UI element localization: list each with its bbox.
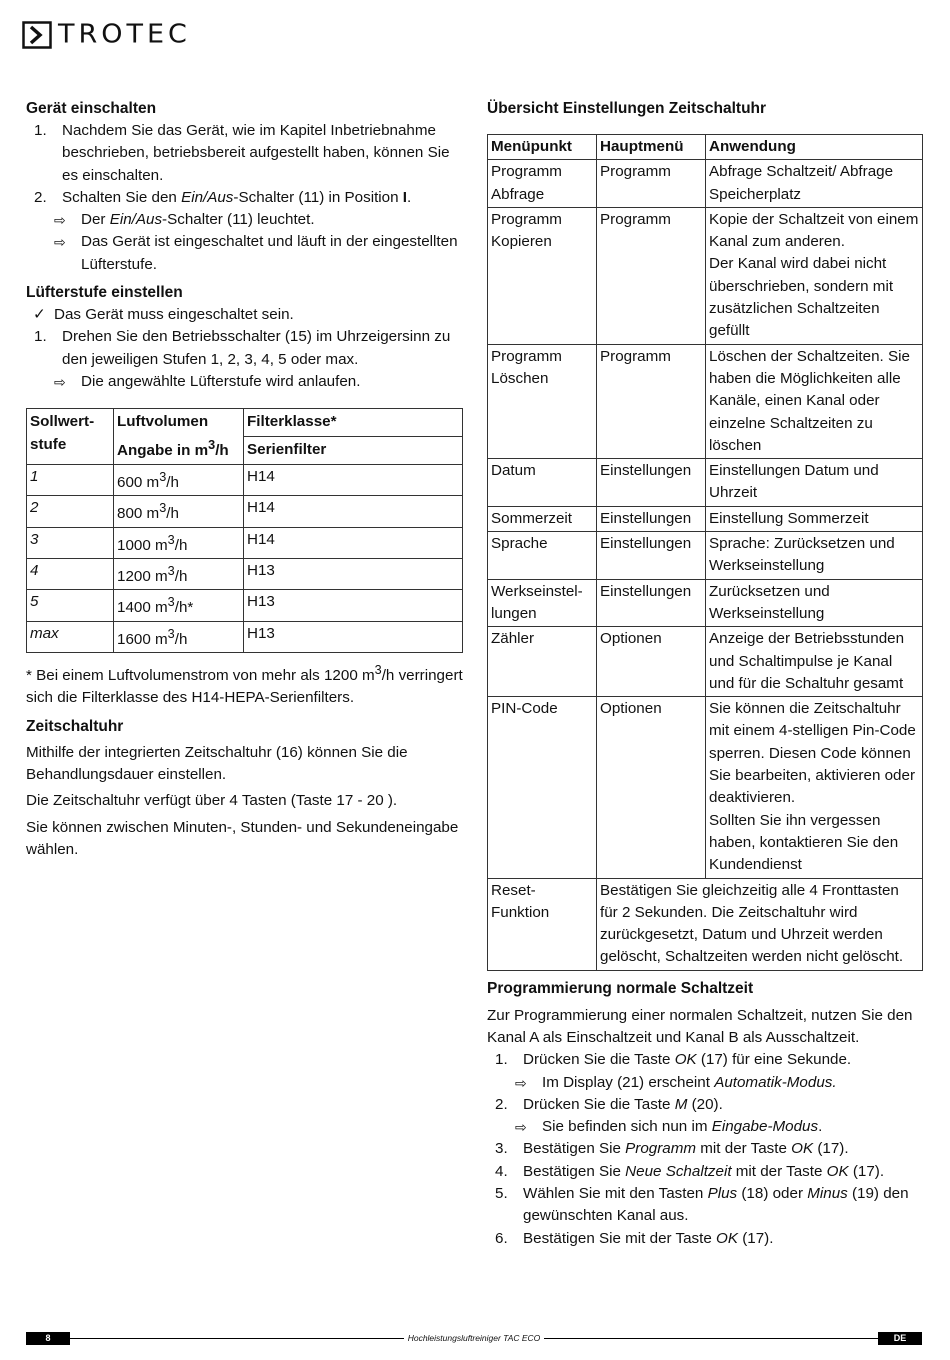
result-item: ⇨ Sie befinden sich nun im Eingabe-Modus. [487,1116,923,1138]
table-row: Sommerzeit Einstellungen Einstellung Sommerzeit [488,506,923,531]
section-title-programmierung: Programmierung normale Schaltzeit [487,979,754,997]
left-column [26,98,464,861]
list-item: 4. Bestätigen Sie Neue Schaltzeit mit der Taste OK (17). [495,1162,885,1180]
section-title-uebersicht: Übersicht Einstellungen Zeitschaltuhr [487,100,767,117]
arrow-icon: ⇨ [54,373,66,390]
logo-chevron-icon [22,21,52,49]
brand-logo [22,20,191,50]
timer-settings-table [487,134,923,971]
list-item: 5. Wählen Sie mit den Tasten Plus (18) oder Minus (19) den gewünschten Kanal aus. [495,1185,909,1225]
table-row: Programm Kopieren Programm Kopie der Schaltzeit von einem Kanal zum anderen. Der Kanal wird dabei nicht überschrieben, sondern mit zusätzlichen Schaltzeiten gefüllt [488,207,923,344]
result-item: ⇨ Der Ein/Aus-Schalter (11) leuchtet. [26,209,464,231]
footer-title: Hochleistungsluftreiniger TAC ECO [26,1332,922,1345]
programming-steps-list [487,1049,923,1250]
table-row: Programm Löschen Programm Löschen der Schaltzeiten. Sie haben die Möglichkeiten alle Kanäle, einen Kanal oder einzelne Schaltzeiten zu löschen [488,344,923,458]
page-number: 8 [26,1332,70,1345]
table-header: Menüpunkt [488,135,597,160]
table-row: Programm Abfrage Programm Abfrage Schaltzeit/ Abfrage Speicherplatz [488,160,923,208]
table-header: Luftvolumen Angabe in $m^3/h$ [114,409,244,465]
table-header: Sollwert-stufe [27,409,114,465]
table-row: 3 1000 $m^3/h$ H14 [27,527,463,558]
result-item: ⇨ Die angewählte Lüfterstufe wird anlaufen. [26,371,464,393]
table-row: 4 1200 $m^3/h$ H13 [27,559,463,590]
arrow-icon: ⇨ [54,212,66,229]
result-item: ⇨ Im Display (21) erscheint Automatik-Modus. [487,1072,923,1094]
result-item: ⇨ Das Gerät ist eingeschaltet und läuft in der eingestellten Lüfterstufe. [54,233,458,273]
table-header: Filterklasse* [244,409,463,437]
section-title-luefterstufe: Lüfterstufe einstellen [26,284,183,302]
list-item: 1. Drehen Sie den Betriebsschalter (15) im Uhrzeigersinn zu den jeweiligen Stufen 1, 2, 3, 4, 5 oder max. [34,328,451,368]
prerequisite-item: ✓ Das Gerät muss eingeschaltet sein. [26,304,464,326]
fan-level-table [26,408,463,653]
table-row: max 1600 $m^3/h$ H13 [27,621,463,652]
table-row: Sprache Einstellungen Sprache: Zurücksetzen und Werkseinstellung [488,532,923,580]
table-row: Zähler Optionen Anzeige der Betriebsstunden und Schaltimpulse je Kanal und für die Schaltuhr gesamt [488,627,923,697]
logo-text: TROTEC [58,19,191,50]
paragraph: Mithilfe der integrierten Zeitschaltuhr (16) können Sie die Behandlungsdauer einstellen. [26,743,408,784]
table-row: PIN-Code Optionen Sie können die Zeitschaltuhr mit einem 4-stelligen Pin-Code sperren. Diesen Code können Sie bearbeiten, aktivieren oder deaktivieren. Sollten Sie ihn vergessen haben, kontaktieren Sie den Kundendienst [488,697,923,878]
section-title-zeitschaltuhr: Zeitschaltuhr [26,717,124,735]
list-item: 1. Nachdem Sie das Gerät, wie im Kapitel Inbetriebnahme beschrieben, betriebsbereit aufgestellt haben, können Sie es einschalten. [34,122,450,184]
table-row: Datum Einstellungen Einstellungen Datum und Uhrzeit [488,459,923,507]
page-footer [26,1332,922,1345]
list-item: 3. Bestätigen Sie Programm mit der Taste OK (17). [495,1140,849,1158]
list-item: 6. Bestätigen Sie mit der Taste OK (17). [495,1229,774,1247]
table-header: Anwendung [706,135,923,160]
arrow-icon: ⇨ [515,1119,527,1136]
paragraph: Sie können zwischen Minuten-, Stunden- und Sekundeneingabe wählen. [26,818,459,858]
table-row: 5 1400 $m^3/h*$ H13 [27,590,463,621]
table-header: Hauptmenü [597,135,706,160]
arrow-icon: ⇨ [515,1074,527,1091]
language-badge: DE [878,1332,922,1345]
section-title-geraet-einschalten: Gerät einschalten [26,100,157,117]
table-row: 2 800 $m^3/h$ H14 [27,496,463,527]
right-column [487,98,923,1250]
list-item: 2. Schalten Sie den Ein/Aus-Schalter (11) in Position I. [34,188,412,206]
paragraph: Die Zeitschaltuhr verfügt über 4 Tasten (Taste 17 - 20 ). [26,792,398,810]
table-footnote: * Bei einem Luftvolumenstrom von mehr als 1200 $m^3/h$ verringert sich die Filterklasse des H14-HEPA-Serienfilters. [26,663,463,707]
list-item: 1. Drücken Sie die Taste OK (17) für eine Sekunde. [495,1051,852,1069]
check-icon: ✓ [33,306,46,324]
list-item: 2. Drücken Sie die Taste M (20). [495,1095,723,1113]
table-header: Serienfilter [244,437,463,465]
arrow-icon: ⇨ [54,234,66,251]
table-row: Reset-Funktion Bestätigen Sie gleichzeitig alle 4 Fronttasten für 2 Sekunden. Die Zeitschaltuhr wird zurückgesetzt, Datum und Uhrzeit werden gelöscht, Schaltzeiten werden nicht gelöscht. [488,878,923,970]
table-row: 1 600 $m^3/h$ H14 [27,464,463,495]
paragraph: Zur Programmierung einer normalen Schaltzeit, nutzen Sie den Kanal A als Einschaltzeit und Kanal B als Ausschaltzeit. [487,1006,913,1046]
steps-list [26,120,464,276]
table-row: Werkseinstel-lungen Einstellungen Zurücksetzen und Werkseinstellung [488,579,923,627]
